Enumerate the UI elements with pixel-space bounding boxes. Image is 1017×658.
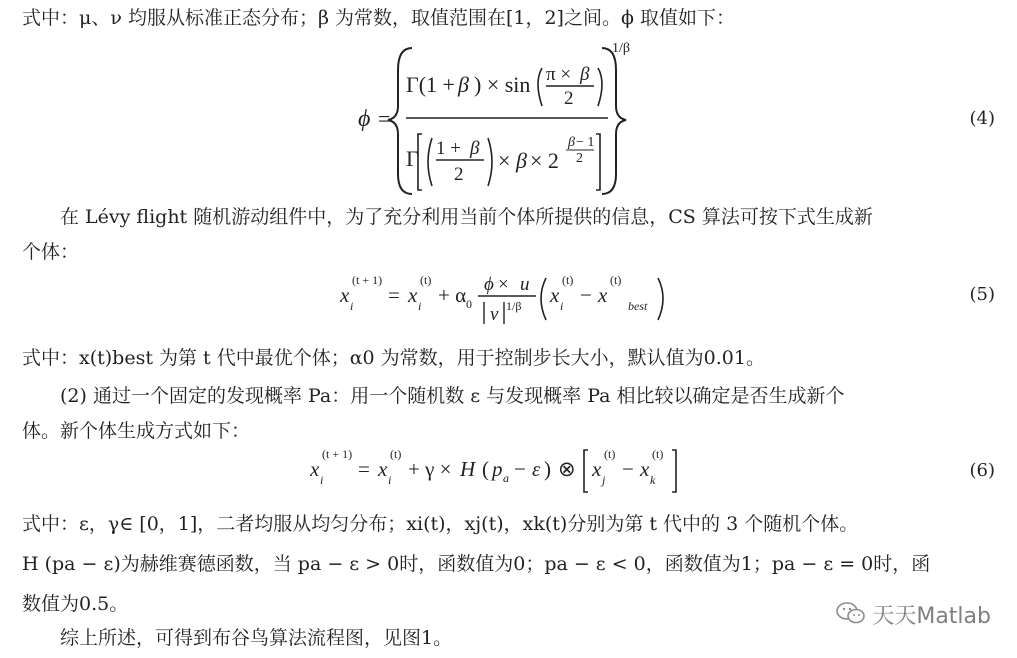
svg-text:β: β (470, 138, 480, 159)
paragraph-line-2: 在 Lévy flight 随机游动组件中，为了充分利用当前个体所提供的信息，CS 算法可按下式生成新 (60, 206, 873, 228)
svg-text:β: β (580, 64, 590, 85)
svg-text:−: − (580, 283, 592, 307)
paragraph-line-1: 式中：μ、ν 均服从标准正态分布；β 为常数，取值范围在[1，2]之间。ϕ 取值如下： (22, 7, 735, 29)
svg-text:=: = (358, 457, 370, 481)
svg-text:): ) (544, 457, 551, 481)
svg-text:best: best (628, 299, 648, 313)
svg-text:(t): (t) (652, 447, 664, 461)
svg-text:⊗: ⊗ (558, 457, 576, 481)
svg-text:) × sin: ) × sin (474, 72, 531, 97)
equation-6-number: (6) (969, 460, 995, 481)
svg-text:2: 2 (454, 164, 464, 185)
svg-text:x: x (408, 283, 418, 307)
svg-text:1 +: 1 + (436, 138, 461, 159)
svg-text:ϕ: ϕ (358, 106, 371, 132)
svg-text:1/β: 1/β (506, 299, 522, 313)
watermark (836, 599, 991, 630)
svg-text:(t): (t) (610, 273, 622, 287)
svg-text:1/β: 1/β (612, 41, 631, 56)
svg-text:i: i (350, 299, 354, 313)
svg-text:=: = (388, 283, 400, 307)
svg-text:(: ( (482, 457, 489, 481)
svg-text:x: x (592, 457, 602, 481)
svg-text:k: k (650, 473, 656, 487)
watermark-text: 天天Matlab (872, 604, 991, 629)
svg-text:(t): (t) (562, 273, 574, 287)
equation-4-svg (358, 40, 648, 198)
paragraph-line-3: 个体： (22, 241, 80, 263)
svg-text:x: x (640, 457, 650, 481)
svg-text:+ α: + α (438, 283, 467, 307)
paragraph-line-6: 体。新个体生成方式如下： (22, 420, 251, 442)
svg-text:ε: ε (532, 457, 541, 481)
svg-text:(t + 1): (t + 1) (352, 273, 383, 287)
svg-text:a: a (503, 471, 509, 485)
svg-text:j: j (602, 473, 606, 487)
svg-text:+ γ ×: + γ × (408, 457, 452, 481)
paragraph-line-8: H (pa − ε)为赫维赛德函数，当 pa − ε > 0时，函数值为0；pa − ε < 0，函数值为1；pa − ε = 0时，函 (22, 553, 931, 575)
paragraph-line-10: 综上所述，可得到布谷鸟算法流程图，见图1。 (60, 627, 453, 649)
equation-6 (310, 444, 690, 498)
svg-text:x: x (340, 283, 350, 307)
equation-4-number: (4) (969, 108, 995, 129)
svg-text:− 1: − 1 (576, 135, 595, 150)
svg-text:i: i (388, 473, 392, 487)
equation-6-svg (310, 444, 690, 498)
svg-text:−: − (514, 457, 526, 481)
equation-5-svg (340, 268, 680, 330)
svg-text:x: x (378, 457, 388, 481)
paragraph-line-9: 数值为0.5。 (22, 593, 129, 615)
svg-text:β: β (458, 72, 469, 97)
svg-text:−: − (622, 457, 634, 481)
equation-5 (340, 268, 680, 330)
svg-text:2: 2 (564, 88, 574, 109)
svg-text:x: x (310, 457, 320, 481)
svg-text:(t): (t) (390, 447, 402, 461)
equation-5-number: (5) (969, 284, 995, 305)
svg-text:(t): (t) (420, 273, 432, 287)
svg-text:×: × (498, 148, 511, 173)
svg-text:ν: ν (490, 304, 499, 325)
svg-text:i: i (320, 473, 324, 487)
svg-text:× 2: × 2 (530, 148, 559, 173)
svg-text:u: u (520, 274, 530, 295)
svg-text:β: β (516, 148, 527, 173)
svg-text:(t): (t) (604, 447, 616, 461)
svg-text:=: = (378, 106, 391, 131)
equation-4 (358, 40, 648, 198)
svg-text:i: i (418, 299, 422, 313)
svg-text:H: H (460, 457, 476, 481)
paragraph-line-5: (2) 通过一个固定的发现概率 Pa：用一个随机数 ε 与发现概率 Pa 相比较以确定是否生成新个 (60, 385, 845, 407)
svg-text:π ×: π × (546, 64, 572, 85)
wechat-icon (836, 600, 866, 630)
svg-text:Γ: Γ (406, 146, 419, 171)
svg-text:0: 0 (466, 297, 472, 311)
paragraph-line-4: 式中：x(t)best 为第 t 代中最优个体；α0 为常数，用于控制步长大小，默认值为0.01。 (22, 347, 765, 369)
svg-text:x: x (598, 283, 608, 307)
svg-text:β: β (568, 135, 575, 150)
svg-text:×: × (498, 274, 509, 295)
paragraph-line-7: 式中：ε，γ∈ [0，1]，二者均服从均匀分布；xi(t)，xj(t)，xk(t)分别为第 t 代中的 3 个随机个体。 (22, 513, 859, 535)
svg-text:i: i (560, 299, 564, 313)
svg-text:p: p (492, 457, 503, 481)
svg-text:Γ(1 +: Γ(1 + (406, 72, 455, 97)
svg-text:2: 2 (576, 151, 583, 166)
svg-text:ϕ: ϕ (484, 274, 494, 295)
svg-text:x: x (550, 283, 560, 307)
svg-text:(t + 1): (t + 1) (322, 447, 353, 461)
